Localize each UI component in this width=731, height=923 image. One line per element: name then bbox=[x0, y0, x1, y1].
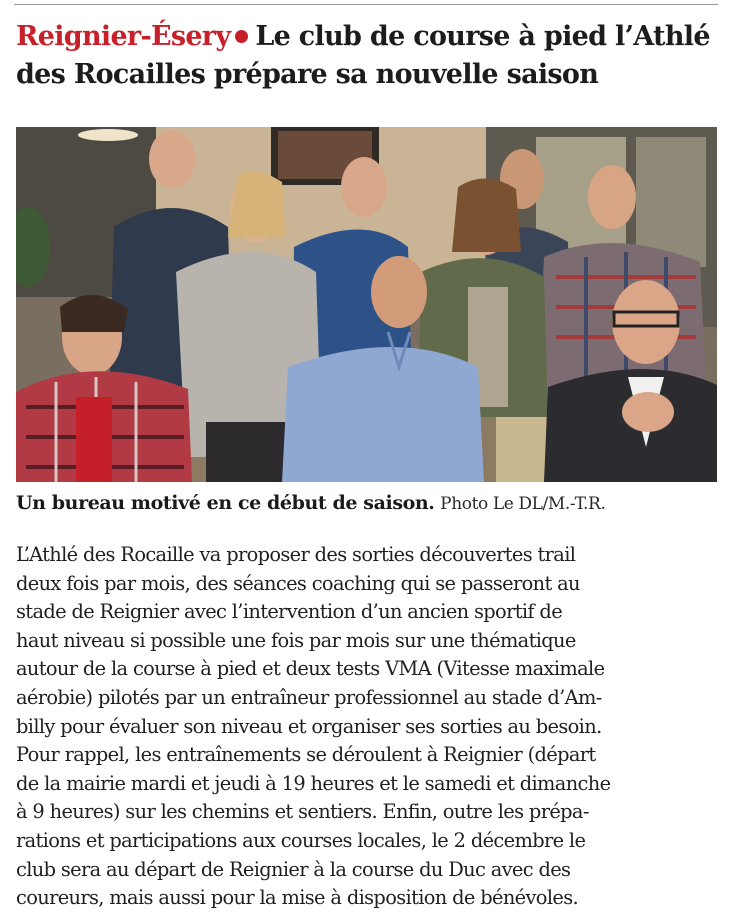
article-line: club sera au départ de Reignier à la course du Duc avec des bbox=[16, 857, 571, 881]
group-photo-image bbox=[16, 127, 717, 482]
article-headline bbox=[16, 18, 716, 94]
article-line: deux fois par mois, des séances coaching qui se passeront au bbox=[16, 571, 580, 595]
article-line: stade de Reignier avec l’intervention d’un ancien sportif de bbox=[16, 600, 563, 624]
photo-caption bbox=[16, 490, 721, 517]
group-photo bbox=[16, 127, 717, 482]
bullet-dot-icon bbox=[235, 30, 248, 43]
top-rule bbox=[14, 4, 718, 5]
article-line: à 9 heures) sur les chemins et sentiers. Enfin, outre les prépa- bbox=[16, 800, 589, 824]
article-line: Pour rappel, les entraînements se déroulent à Reignier (départ bbox=[16, 743, 596, 767]
article-line: billy pour évaluer son niveau et organiser ses sorties au besoin. bbox=[16, 714, 602, 738]
photo-credit: Photo Le DL/M.-T.R. bbox=[440, 494, 606, 514]
headline-line-2: des Rocailles prépare sa nouvelle saison bbox=[16, 59, 599, 90]
article-line: de la mairie mardi et jeudi à 19 heures et le samedi et dimanche bbox=[16, 771, 611, 795]
article-line: rations et participations aux courses locales, le 2 décembre le bbox=[16, 828, 586, 852]
headline-location: Reignier-Ésery bbox=[16, 21, 231, 52]
article-line: autour de la course à pied et deux tests VMA (Vitesse maximale bbox=[16, 657, 605, 681]
article-line: coureurs, mais aussi pour la mise à disposition de bénévoles. bbox=[16, 886, 579, 910]
article-line: aérobie) pilotés par un entraîneur professionnel au stade d’Am- bbox=[16, 685, 602, 709]
article-line: haut niveau si possible une fois par mois sur une thématique bbox=[16, 628, 576, 652]
headline-line-1: Le club de course à pied l’Athlé bbox=[255, 21, 710, 52]
caption-text: Un bureau motivé en ce début de saison. bbox=[16, 492, 435, 514]
article-line: L’Athlé des Rocaille va proposer des sorties découvertes trail bbox=[16, 543, 576, 566]
article-body bbox=[16, 541, 720, 913]
